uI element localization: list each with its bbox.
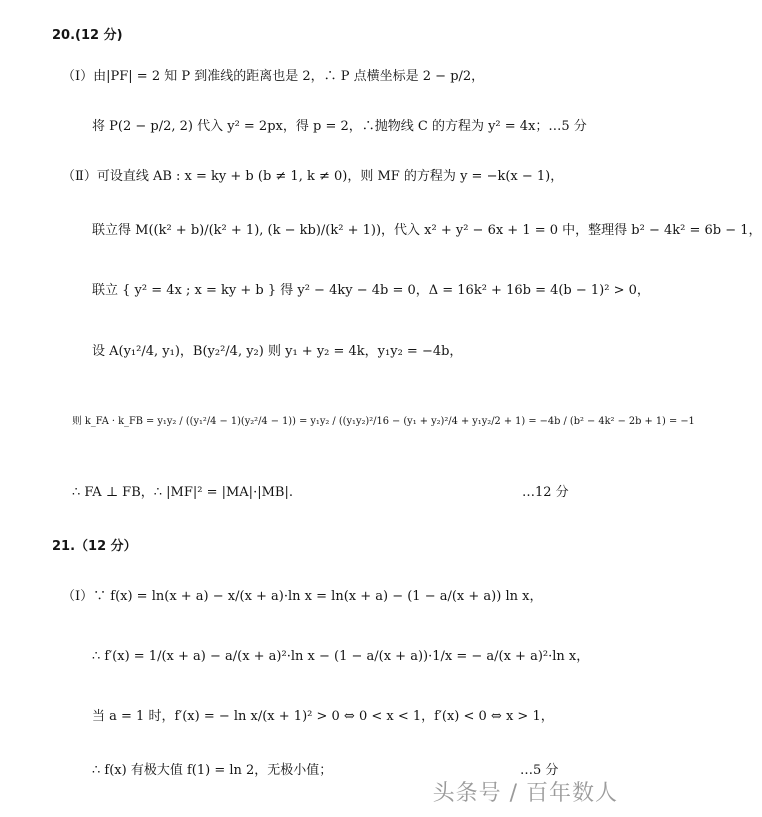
- q20-part1-line1: （Ⅰ）由|PF| = 2 知 P 到准线的距离也是 2，∴ P 点横坐标是 2 − p/2，: [62, 69, 485, 84]
- q21-score: …5 分: [520, 763, 559, 778]
- q20-part1-line2: 将 P(2 − p/2, 2) 代入 y² = 2px，得 p = 2，∴抛物线 C 的方程为 y² = 4x；…5 分: [92, 119, 587, 134]
- q20-part2-line4: 设 A(y₁²/4, y₁)，B(y₂²/4, y₂) 则 y₁ + y₂ = 4k，y₁y₂ = −4b，: [92, 344, 463, 359]
- q21-line4: ∴ f(x) 有极大值 f(1) = ln 2，无极小值；: [92, 763, 333, 778]
- q20-header: 20.(12 分): [52, 28, 123, 43]
- q20-part2-line6: ∴ FA ⊥ FB，∴ |MF|² = |MA|·|MB|.: [72, 485, 293, 500]
- q20-part2-line1: （Ⅱ）可设直线 AB : x = ky + b (b ≠ 1, k ≠ 0)，则 MF 的方程为 y = −k(x − 1)，: [62, 169, 564, 184]
- q20-part2-line2: 联立得 M((k² + b)/(k² + 1), (k − kb)/(k² + 1))，代入 x² + y² − 6x + 1 = 0 中，整理得 b² − 4k² = 6b − 1，: [92, 223, 762, 238]
- q21-line1: （Ⅰ）∵ f(x) = ln(x + a) − x/(x + a)·ln x = ln(x + a) − (1 − a/(x + a)) ln x，: [62, 589, 543, 604]
- q20-part2-line3: 联立 { y² = 4x ; x = ky + b } 得 y² − 4ky − 4b = 0，Δ = 16k² + 16b = 4(b − 1)² > 0，: [92, 283, 650, 298]
- q21-line2: ∴ f′(x) = 1/(x + a) − a/(x + a)²·ln x − (1 − a/(x + a))·1/x = − a/(x + a)²·ln x，: [92, 649, 590, 664]
- q20-part2-line5: 则 k_FA · k_FB = y₁y₂ / ((y₁²/4 − 1)(y₂²/4 − 1)) = y₁y₂ / ((y₁y₂)²/16 − (y₁ + y₂)²/4 + y₁y₂/2 + 1) = −4b / (b² − 4k² − 2b + 1) = −1: [72, 416, 695, 427]
- q21-line3: 当 a = 1 时，f′(x) = − ln x/(x + 1)² > 0 ⇔ 0 < x < 1，f′(x) < 0 ⇔ x > 1，: [92, 709, 554, 724]
- q21-header: 21.（12 分）: [52, 539, 137, 554]
- watermark: 头条号 / 百年数人: [432, 781, 618, 806]
- q20-score: …12 分: [522, 485, 569, 500]
